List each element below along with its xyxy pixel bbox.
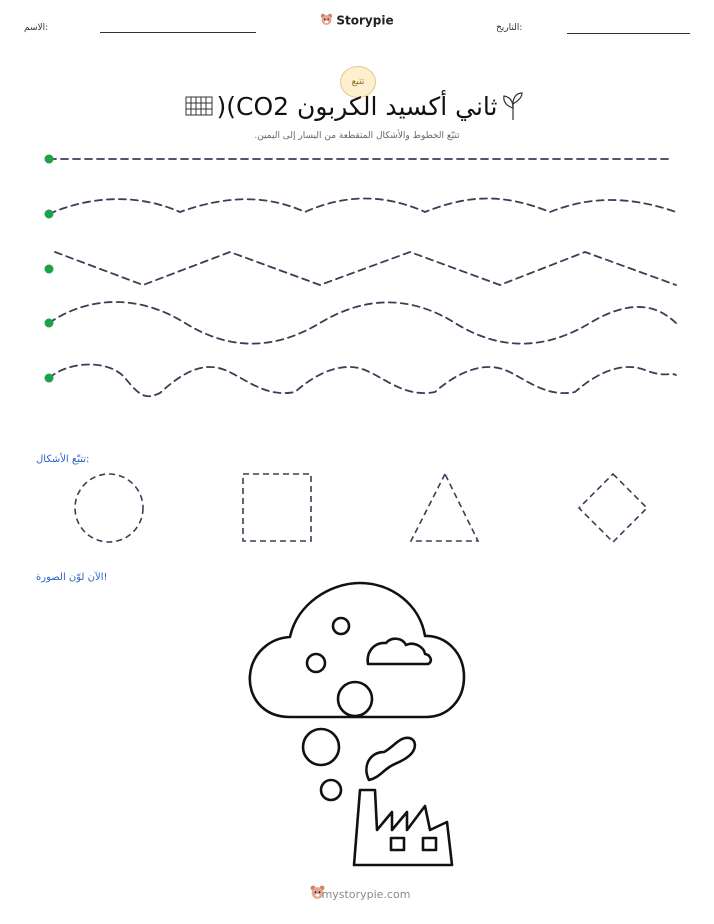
start-dot [45,210,54,219]
page-title: ثاني أكسيد الكربون CO2)( [216,92,498,121]
trace-shape-square[interactable] [243,474,311,541]
start-dot [45,319,54,328]
date-label: التاريخ: [496,23,523,33]
trace-shape-diamond[interactable] [579,474,647,542]
trace-badge: تتبع [340,66,376,98]
start-dot [45,374,54,383]
name-label: الاسم: [24,23,49,33]
start-dot [45,265,54,274]
page-subtitle: تتبّع الخطوط والأشكال المتقطعة من اليسار إلى اليمين. [254,131,460,141]
trace-shape-circle[interactable] [75,474,143,542]
coloring-section-label: الآن لوّن الصورة! [36,572,108,583]
brand-name: Storypie [336,13,394,28]
grid-icon [186,97,212,115]
trace-line-gentle-wave[interactable] [49,199,676,215]
footer-website-text[interactable]: mystorypie.com [321,888,411,901]
footer-website[interactable] [0,888,714,901]
trace-line-deep-wave[interactable] [49,365,676,397]
start-dot [45,155,54,164]
shapes-section-label: تتبّع الأشكال: [36,454,90,465]
trace-shape-triangle[interactable] [411,474,478,541]
trace-line-zigzag[interactable] [55,252,676,285]
trace-line-wave[interactable] [49,302,676,344]
sprout-icon [504,93,522,120]
co2-cloud-factory-icon[interactable] [250,583,464,865]
